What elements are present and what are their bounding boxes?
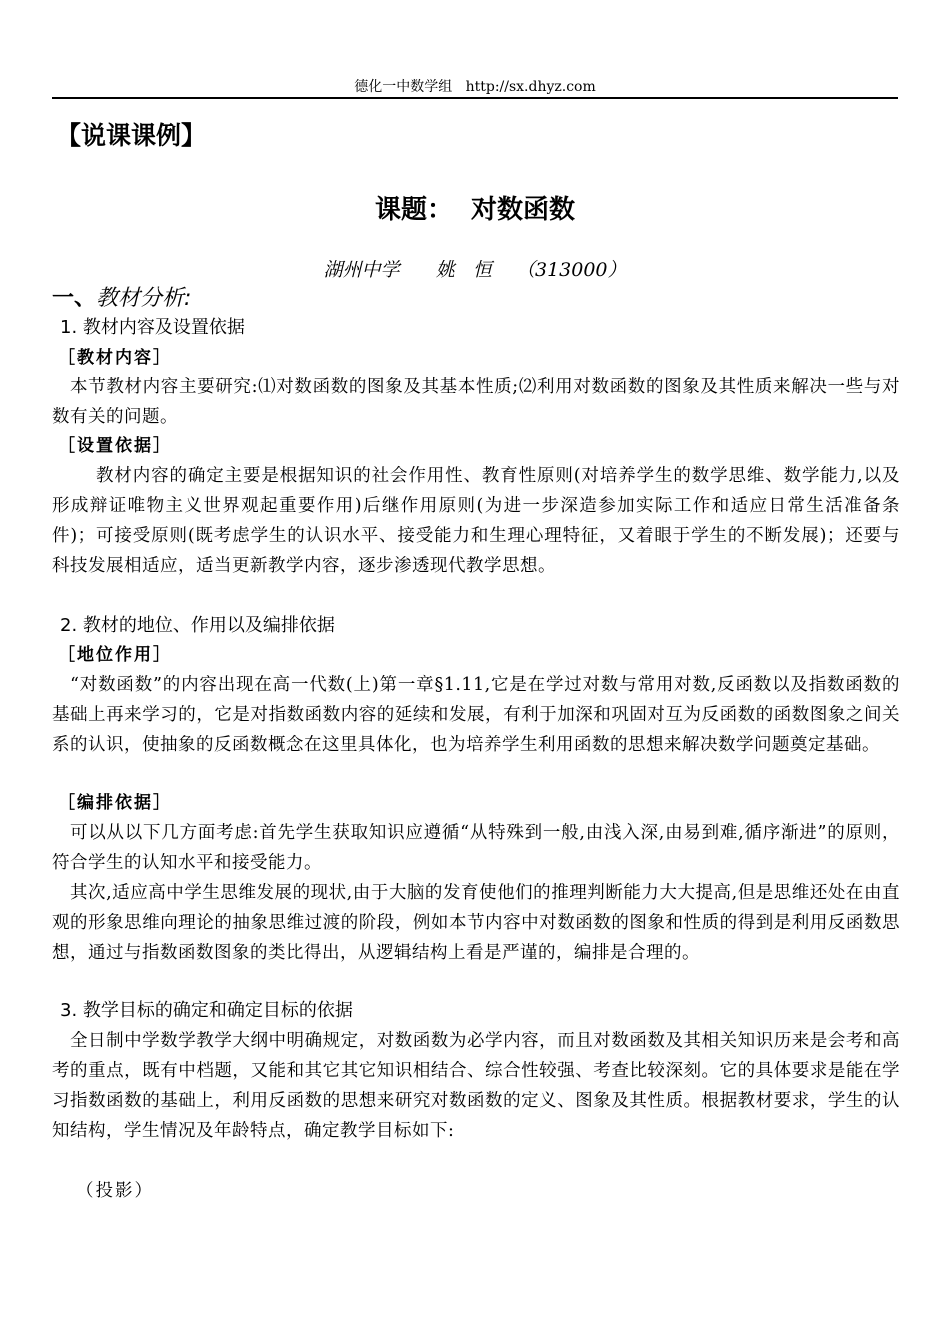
basis-paragraph: 教材内容的确定主要是根据知识的社会作用性、教育性原则(对培养学生的数学思维、数学能力,以及形成辩证唯物主义世界观起重要作用)后继作用原则(为进一步深造参加实际工作和适应日常生活准备条件)；可接受原则(既考虑学生的认识水平、接受能力和生理心理特征，又着眼于学生的不断发展)；还要与科技发展相适应，适当更新教学内容，逐步渗透现代教学思想。 [52, 466, 900, 576]
subsection-2-title: 2. 教材的地位、作用以及编排依据 [60, 615, 335, 636]
arrange-paragraph-2: 其次,适应高中学生思维发展的现状,由于大脑的发育使他们的推理判断能力大大提高,但是思维还处在由直观的形象思维向理论的抽象思维过渡的阶段，例如本节内容中对数函数的图象和性质的得到是利用反函数思想，通过与指数函数图象的类比得出，从逻辑结构上看是严谨的，编排是合理的。 [52, 883, 900, 963]
projection-note: （投影） [76, 1181, 154, 1201]
section-heading [52, 284, 191, 314]
position-label: ［地位作用］ [58, 645, 172, 665]
page-header: 德化一中数学组 http://sx.dhyz.com [354, 79, 596, 95]
arrange-paragraph-1: 可以从以下几方面考虑:首先学生获取知识应遵循“从特殊到一般,由浅入深,由易到难,循序渐进”的原则，符合学生的认知水平和接受能力。 [52, 823, 900, 873]
section-title: 教材分析: [96, 286, 192, 311]
subsection-1-title: 1. 教材内容及设置依据 [60, 317, 245, 338]
lesson-title: 课题： 对数函数 [374, 195, 576, 225]
category-tag: 【说课课例】 [56, 121, 207, 150]
section-number: 一、 [52, 286, 97, 311]
content-paragraph: 本节教材内容主要研究:⑴对数函数的图象及其基本性质;⑵利用对数函数的图象及其性质来解决一些与对数有关的问题。 [52, 377, 900, 427]
content-label: ［教材内容］ [58, 348, 172, 368]
arrange-label: ［编排依据］ [58, 793, 172, 813]
basis-label: ［设置依据］ [58, 436, 172, 456]
subsection-3-title: 3. 教学目标的确定和确定目标的依据 [60, 1000, 353, 1021]
header-rule [52, 97, 898, 99]
author-line: 湖州中学 姚 恒 （313000） [323, 259, 627, 281]
objectives-paragraph: 全日制中学数学教学大纲中明确规定，对数函数为必学内容，而且对数函数及其相关知识历来是会考和高考的重点，既有中档题，又能和其它其它知识相结合、综合性较强、考查比较深刻。它的具体要求是能在学习指数函数的基础上，利用反函数的思想来研究对数函数的定义、图象及其性质。根据教材要求，学生的认知结构，学生情况及年龄特点，确定教学目标如下: [52, 1031, 900, 1141]
position-paragraph: “对数函数”的内容出现在高一代数(上)第一章§1.11,它是在学过对数与常用对数,反函数以及指数函数的基础上再来学习的，它是对指数函数内容的延续和发展，有利于加深和巩固对互为反函数的函数图象之间关系的认识，使抽象的反函数概念在这里具体化，也为培养学生利用函数的思想来解决数学问题奠定基础。 [52, 675, 900, 755]
